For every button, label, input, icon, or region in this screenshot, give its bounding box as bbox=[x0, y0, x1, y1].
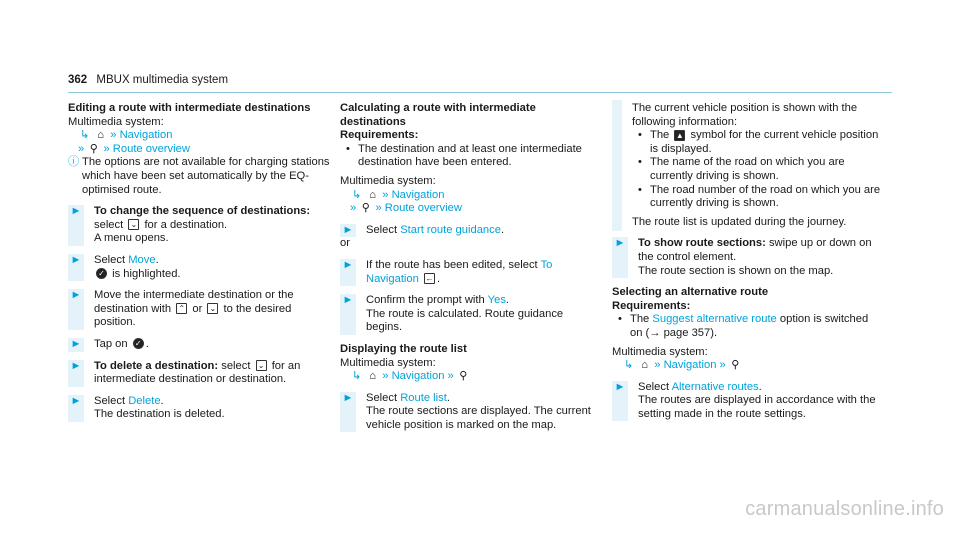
step-arrow-icon: ► bbox=[342, 258, 354, 271]
note-text: The route list is updated during the journey. bbox=[632, 215, 847, 228]
step-text: or bbox=[192, 302, 203, 315]
nav-link[interactable]: Navigation bbox=[391, 370, 445, 383]
requirements-label: Requirements: bbox=[612, 299, 691, 312]
step: ► Select Move. ✓ is highlighted. bbox=[68, 254, 330, 281]
step-arrow-icon: ► bbox=[70, 253, 82, 266]
column-3 bbox=[612, 102, 882, 421]
step-bold: To change the sequence of destinations: bbox=[94, 205, 311, 218]
step-arrow-icon: ► bbox=[342, 223, 354, 236]
bullet-item: • The name of the road on which you are currently driving is shown. bbox=[638, 156, 882, 183]
step-text: for an intermediate destination or destination. bbox=[94, 359, 301, 386]
next-icon: » bbox=[719, 359, 726, 372]
next-icon: » bbox=[447, 370, 454, 383]
column-2 bbox=[340, 102, 602, 432]
bullet-text: symbol for the current vehicle position is displayed. bbox=[650, 129, 879, 155]
chevron-down-icon: ⌄ bbox=[128, 219, 139, 230]
step-text: Confirm the prompt with bbox=[366, 294, 485, 307]
step-arrow-icon: ► bbox=[70, 337, 82, 350]
req-text: option is switched on (→ page 357). bbox=[630, 313, 869, 339]
info-text: The options are not available for charging stations which have been set automatically by the EQ-optimised route. bbox=[82, 156, 330, 196]
step: ► Select Delete. The destination is deleted. bbox=[68, 395, 330, 422]
step-text: to the desired position. bbox=[94, 302, 292, 329]
info-block bbox=[612, 102, 882, 229]
section-heading: Calculating a route with intermediate destinations bbox=[340, 102, 536, 128]
step-text: The route section is shown on the map. bbox=[638, 264, 834, 277]
or-text: or bbox=[340, 237, 350, 250]
step: ► Select Route list. The route sections are displayed. The current vehicle position is marked on the map. bbox=[340, 392, 602, 433]
nav-link[interactable]: Navigation bbox=[391, 188, 445, 201]
home-icon: ⌂ bbox=[369, 370, 376, 383]
next-icon: » bbox=[382, 370, 389, 383]
next-icon: » bbox=[103, 142, 110, 155]
check-icon: ✓ bbox=[133, 338, 144, 349]
check-icon: ✓ bbox=[96, 268, 107, 279]
suggest-alternative-route-link[interactable]: Suggest alternative route bbox=[652, 313, 777, 326]
step: ► Tap on ✓ . bbox=[68, 338, 330, 352]
back-arrow-icon: ← bbox=[425, 274, 434, 284]
menu-path-2 bbox=[340, 202, 602, 216]
menu-path-2 bbox=[68, 143, 330, 157]
route-overview-link[interactable]: Route overview bbox=[112, 142, 190, 155]
next-icon: » bbox=[375, 202, 382, 215]
alternative-routes-link[interactable]: Alternative routes bbox=[671, 380, 759, 393]
info-icon: ⓘ bbox=[68, 156, 80, 169]
step-arrow-icon: ► bbox=[614, 380, 626, 393]
step-text: The destination is deleted. bbox=[94, 408, 225, 421]
next-icon: » bbox=[350, 202, 357, 215]
chevron-down-icon: ⌄ bbox=[207, 303, 218, 314]
page-number: 362 bbox=[68, 74, 88, 86]
column-1 bbox=[68, 102, 330, 422]
step bbox=[68, 360, 330, 387]
step-text: Tap on bbox=[94, 337, 128, 350]
step: ► Select Start route guidance. bbox=[340, 224, 602, 238]
home-icon: ⌂ bbox=[97, 129, 104, 142]
menu-path bbox=[340, 189, 602, 203]
nav-link[interactable]: Navigation bbox=[119, 129, 173, 142]
next-icon: » bbox=[78, 142, 85, 155]
return-arrow-icon: ↳ bbox=[351, 370, 362, 383]
route-list-link[interactable]: Route list bbox=[400, 391, 447, 404]
path-label: Multimedia system: bbox=[340, 356, 436, 369]
step-text: select bbox=[221, 359, 251, 372]
section-heading: Selecting an alternative route bbox=[612, 286, 769, 299]
step-text: Select bbox=[94, 253, 126, 266]
step-text: Move the intermediate destination or the destination with bbox=[94, 289, 294, 315]
step-text: for a destination. bbox=[144, 218, 228, 231]
step: ► Select Alternative routes. The routes are displayed in accordance with the setting made in the route settings. bbox=[612, 381, 882, 422]
to-navigation-link[interactable]: To Navigation bbox=[366, 258, 553, 285]
route-icon: ⚲ bbox=[89, 142, 98, 155]
watermark: carmanualsonline.info bbox=[745, 498, 944, 520]
bullet-text: The bbox=[650, 129, 670, 142]
step-arrow-icon: ► bbox=[70, 359, 82, 372]
step-bold: To delete a destination: bbox=[94, 359, 219, 372]
bullet-item: • The road number of the road on which you are currently driving is shown. bbox=[638, 184, 882, 211]
step-text: swipe up or down on the control element. bbox=[638, 237, 872, 263]
move-link[interactable]: Move bbox=[128, 253, 156, 266]
route-icon: ⚲ bbox=[361, 202, 370, 215]
step-text: Select bbox=[638, 380, 670, 393]
step: ► If the route has been edited, select To Navigation ← . bbox=[340, 259, 602, 286]
next-icon: » bbox=[382, 188, 389, 201]
step-text: If the route has been edited, select bbox=[366, 258, 538, 271]
page-title: MBUX multimedia system bbox=[96, 74, 229, 86]
step-text: is highlighted. bbox=[112, 267, 181, 280]
next-icon: » bbox=[110, 129, 117, 142]
intro-text: The current vehicle position is shown with the following information: bbox=[632, 102, 858, 128]
step-arrow-icon: ► bbox=[70, 205, 82, 218]
requirements-label: Requirements: bbox=[340, 129, 419, 142]
return-arrow-icon: ↳ bbox=[79, 129, 90, 142]
step-text: The routes are displayed in accordance with the setting made in the route settings. bbox=[638, 394, 876, 420]
step-arrow-icon: ► bbox=[70, 289, 82, 302]
step-text: select bbox=[94, 218, 124, 231]
section-heading: Displaying the route list bbox=[340, 342, 467, 355]
path-label: Multimedia system: bbox=[340, 174, 436, 187]
route-icon: ⚲ bbox=[731, 359, 740, 372]
path-label: Multimedia system: bbox=[612, 345, 708, 358]
return-arrow-icon: ↳ bbox=[623, 359, 634, 372]
req-text: The bbox=[630, 313, 650, 326]
yes-link[interactable]: Yes bbox=[487, 294, 506, 307]
bullet-item bbox=[638, 129, 882, 156]
return-arrow-icon: ↳ bbox=[351, 188, 362, 201]
home-icon: ⌂ bbox=[369, 188, 376, 201]
page-header bbox=[68, 74, 228, 86]
step-text: Select bbox=[366, 223, 398, 236]
path-label: Multimedia system: bbox=[68, 115, 164, 128]
info-note bbox=[68, 156, 330, 197]
chevron-down-icon: ⌄ bbox=[256, 360, 267, 371]
route-icon: ⚲ bbox=[459, 370, 468, 383]
step-arrow-icon: ► bbox=[342, 391, 354, 404]
requirement-item bbox=[618, 313, 882, 340]
menu-path bbox=[68, 129, 330, 143]
step-text: Select bbox=[366, 391, 398, 404]
next-icon: » bbox=[654, 359, 661, 372]
menu-path bbox=[340, 370, 602, 384]
step-text: Select bbox=[94, 394, 126, 407]
step bbox=[612, 237, 882, 278]
step bbox=[68, 289, 330, 330]
home-icon: ⌂ bbox=[641, 359, 648, 372]
step-bold: To show route sections: bbox=[638, 237, 766, 250]
step-arrow-icon: ► bbox=[614, 237, 626, 250]
vehicle-position-icon: ▲ bbox=[675, 130, 684, 140]
requirement-item: • The destination and at least one intermediate destination have been entered. bbox=[346, 143, 602, 170]
section-heading: Editing a route with intermediate destinations bbox=[68, 102, 311, 114]
step: ► Confirm the prompt with Yes. The route is calculated. Route guidance begins. bbox=[340, 294, 602, 335]
start-route-guidance-link[interactable]: Start route guidance bbox=[400, 223, 501, 236]
step-text: A menu opens. bbox=[94, 232, 169, 245]
header-rule bbox=[68, 92, 892, 93]
step-arrow-icon: ► bbox=[70, 394, 82, 407]
route-overview-link[interactable]: Route overview bbox=[384, 202, 462, 215]
nav-link[interactable]: Navigation bbox=[663, 359, 717, 372]
menu-path bbox=[612, 359, 882, 373]
step-text: The route sections are displayed. The current vehicle position is marked on the map. bbox=[366, 405, 591, 431]
chevron-up-icon: ⌃ bbox=[176, 303, 187, 314]
step-arrow-icon: ► bbox=[342, 294, 354, 307]
step bbox=[68, 205, 330, 246]
step-text: The route is calculated. Route guidance begins. bbox=[366, 307, 564, 334]
delete-link[interactable]: Delete bbox=[128, 394, 161, 407]
